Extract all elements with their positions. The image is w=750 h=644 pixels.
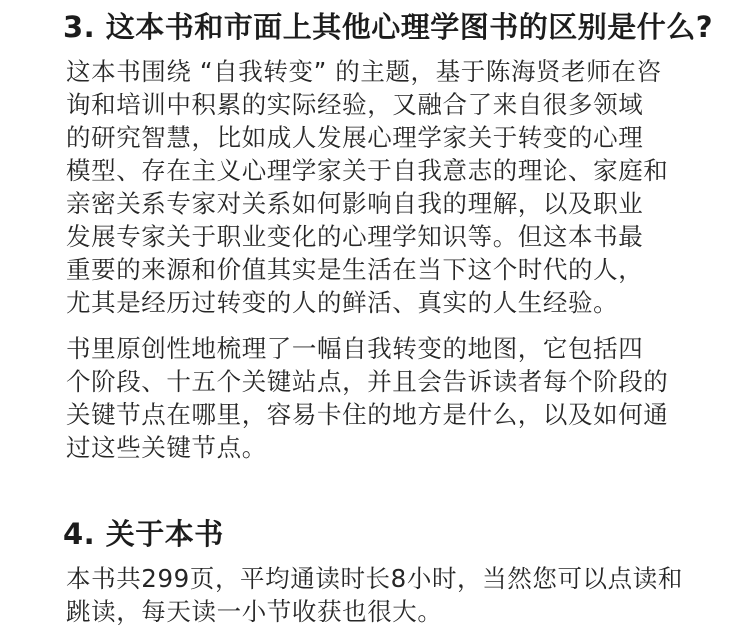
paragraph-line: 关键节点在哪里，容易卡住的地方是什么，以及如何通 <box>66 400 669 429</box>
paragraph-line: 的研究智慧，比如成人发展心理学家关于转变的心理 <box>66 123 644 152</box>
paragraph-line: 模型、存在主义心理学家关于自我意志的理论、家庭和 <box>66 156 669 185</box>
paragraph-line: 尤其是经历过转变的人的鲜活、真实的人生经验。 <box>66 288 619 317</box>
paragraph-line: 过这些关键节点。 <box>66 433 267 462</box>
paragraph-line: 重要的来源和价值其实是生活在当下这个时代的人， <box>66 255 644 284</box>
paragraph-line: 跳读，每天读一小节收获也很大。 <box>66 597 443 626</box>
paragraph-line: 发展专家关于职业变化的心理学知识等。但这本书最 <box>66 222 644 251</box>
section-3-heading: 3. 这本书和市面上其他心理学图书的区别是什么? <box>63 10 714 44</box>
paragraph-line: 个阶段、十五个关键站点，并且会告诉读者每个阶段的 <box>66 367 669 396</box>
paragraph-line: 亲密关系专家对关系如何影响自我的理解，以及职业 <box>66 189 644 218</box>
paragraph-line: 书里原创性地梳理了一幅自我转变的地图，它包括四 <box>66 334 644 363</box>
section-4-heading: 4. 关于本书 <box>63 517 224 551</box>
paragraph-line: 这本书围绕 “自我转变” 的主题，基于陈海贤老师在咨 <box>66 57 662 86</box>
paragraph-line: 本书共299页，平均通读时长8小时，当然您可以点读和 <box>66 564 683 593</box>
paragraph-line: 询和培训中积累的实际经验，又融合了来自很多领域 <box>66 90 644 119</box>
